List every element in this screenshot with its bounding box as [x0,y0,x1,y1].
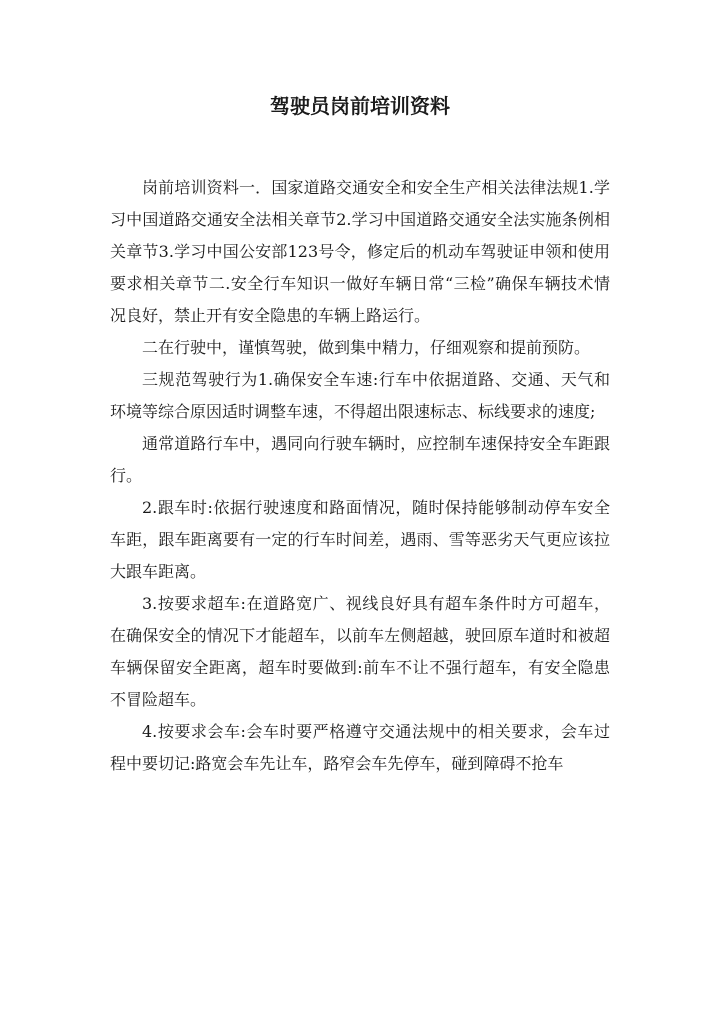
paragraph: 通常道路行车中，遇同向行驶车辆时，应控制车速保持安全车距跟行。 [110,434,610,485]
paragraph: 三规范驾驶行为1.确保安全车速:行车中依据道路、交通、天气和环境等综合原因适时调整车速，不得超出限速标志、标线要求的速度; [110,370,610,421]
paragraph: 3.按要求超车:在道路宽广、视线良好具有超车条件时方可超车，在确保安全的情况下才能超车，以前车左侧超越，驶回原车道时和被超车辆保留安全距离，超车时要做到:前车不让不强行超车，有安全隐患不冒险超车。 [110,594,610,709]
paragraph: 二在行驶中，谨慎驾驶，做到集中精力，仔细观察和提前预防。 [142,338,591,357]
paragraph: 岗前培训资料一．国家道路交通安全和安全生产相关法律法规1.学习中国道路交通安全法相关章节2.学习中国道路交通安全法实施条例相关章节3.学习中国公安部123号令，修定后的机动车驾驶证申领和使用要求相关章节二.安全行车知识一做好车辆日常“三检”确保车辆技术情况良好，禁止开有安全隐患的车辆上路运行。 [110,178,610,325]
paragraph: 4.按要求会车:会车时要严格遵守交通法规中的相关要求，会车过程中要切记:路宽会车先让车，路窄会车先停车，碰到障碍不抢车 [110,722,610,773]
document-body [110,172,610,780]
paragraph: 2.跟车时:依据行驶速度和路面情况，随时保持能够制动停车安全车距，跟车距离要有一定的行车时间差，遇雨、雪等恶劣天气更应该拉大跟车距离。 [110,498,610,581]
document-title: 驾驶员岗前培训资料 [270,94,450,118]
